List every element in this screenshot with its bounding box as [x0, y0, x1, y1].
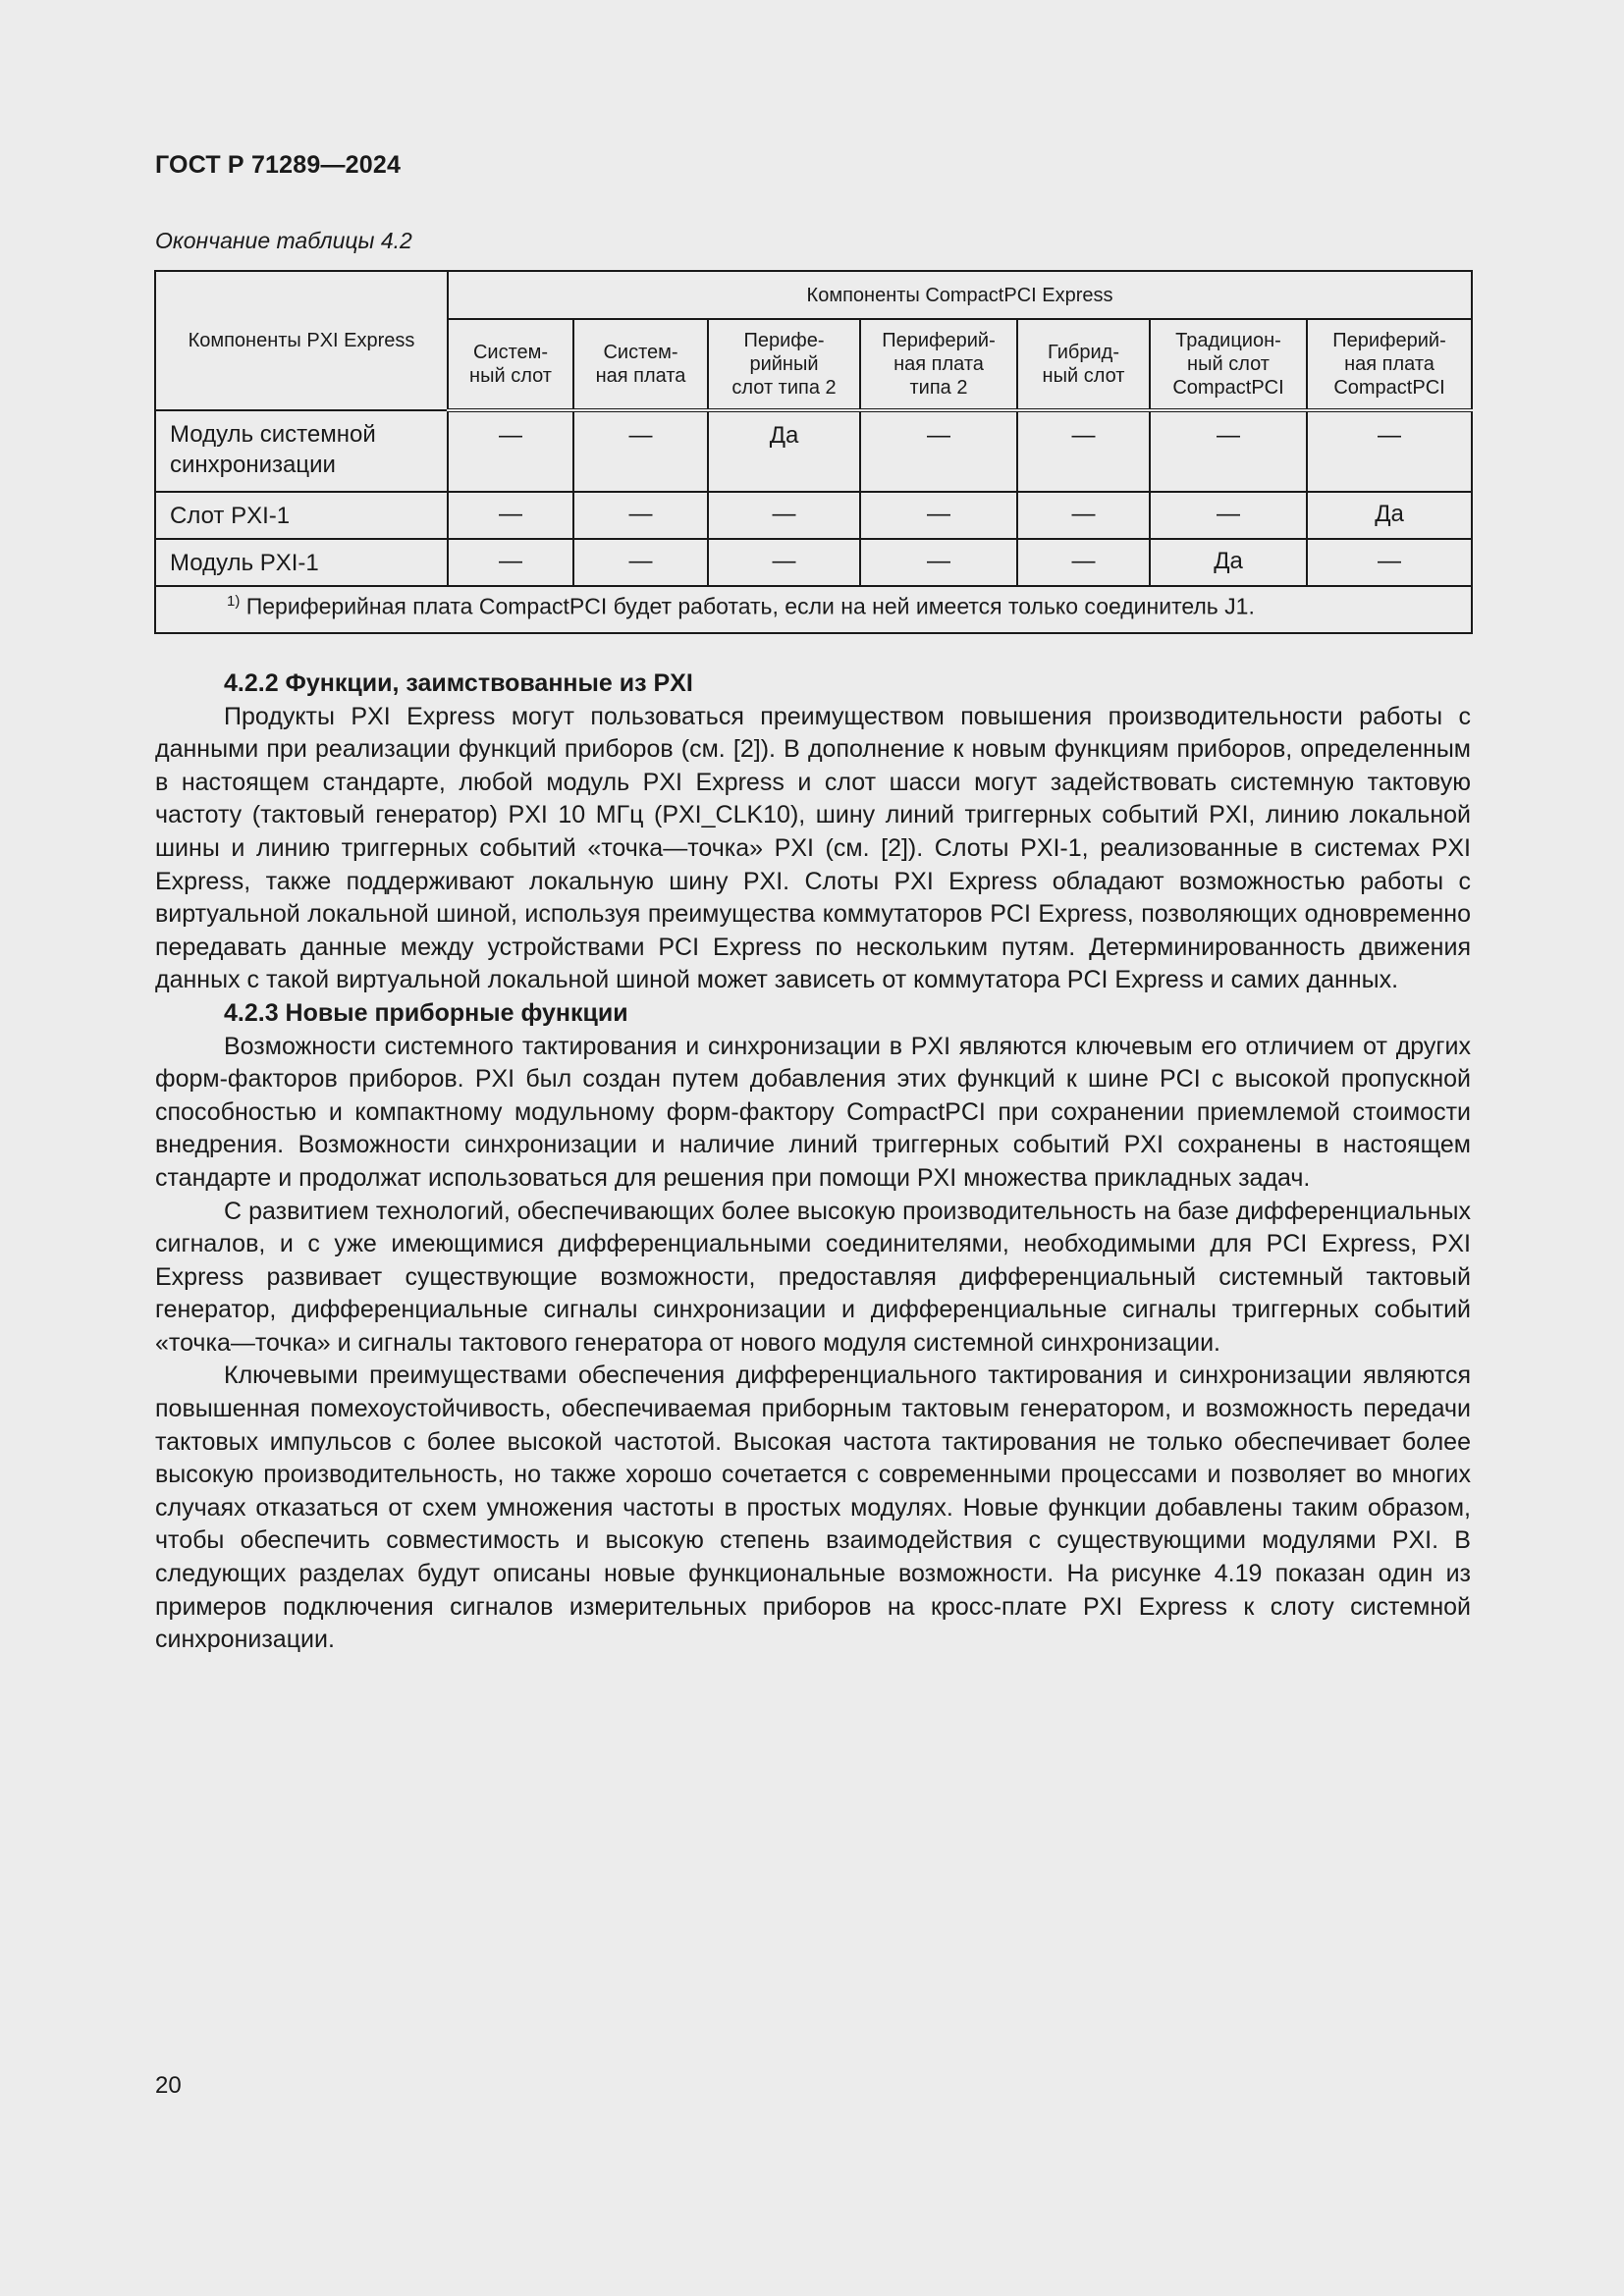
table-cell: —	[573, 539, 708, 586]
table-cell: —	[1307, 410, 1472, 492]
footnote-mark: 1)	[227, 593, 241, 610]
table-cell: Да	[1150, 539, 1307, 586]
row-label: Модуль системной синхронизации	[155, 410, 448, 492]
table-cell: —	[573, 492, 708, 539]
table-cell: —	[860, 539, 1017, 586]
table-cell: —	[708, 539, 860, 586]
column-header: Периферий- ная плата CompactPCI	[1307, 319, 1472, 410]
column-header: Гибрид- ный слот	[1017, 319, 1150, 410]
compatibility-table	[154, 270, 1473, 634]
table-caption: Окончание таблицы 4.2	[155, 228, 412, 253]
table-cell: —	[573, 410, 708, 492]
column-header: Систем- ная плата	[573, 319, 708, 410]
table-cell: —	[1017, 410, 1150, 492]
table-cell: —	[448, 539, 573, 586]
paragraph: Возможности системного тактирования и синхронизации в PXI являются ключевым его отличием от других форм-факторов приборов. PXI был создан путем добавления этих функций к шине PCI с высокой пропускной способностью и компактному модульному форм-фактору CompactPCI при сохранении приемлемой стоимости внедрения. Возможности синхронизации и наличие линий триггерных событий PXI сохранены в настоящем стандарте и продолжат использоваться для решения при помощи PXI множества прикладных задач.	[155, 1032, 1471, 1192]
table-footnote	[155, 586, 1472, 633]
table-cell: —	[1017, 539, 1150, 586]
table-row	[155, 410, 1472, 492]
column-header: Перифе- рийный слот типа 2	[708, 319, 860, 410]
table-cell: —	[860, 410, 1017, 492]
table-cell: Да	[1307, 492, 1472, 539]
section-heading-4-2-2: 4.2.2 Функции, заимствованные из PXI	[224, 669, 693, 697]
table-cell: Да	[708, 410, 860, 492]
table-row	[155, 492, 1472, 539]
body-text	[155, 667, 1471, 1657]
document-designation: ГОСТ Р 71289—2024	[155, 151, 402, 179]
table-cell: —	[708, 492, 860, 539]
paragraph: Продукты PXI Express могут пользоваться преимуществом повышения производительности работы с данными при реализации функций приборов (см. [2]). В дополнение к новым функциям приборов, определенным в настоящем стандарте, любой модуль PXI Express и слот шасси могут задействовать системную тактовую частоту (тактовый генератор) PXI 10 МГц (PXI_CLK10), шину линий триггерных событий PXI, линию локальной шины и линию триггерных событий «точка—точка» PXI (см. [2]). Слоты PXI-1, реализованные в системах PXI Express, также поддерживают локальную шину PXI. Слоты PXI Express обладают возможностью работы с виртуальной локальной шиной, используя преимущества коммутаторов PCI Express, позволяющих одновременно передавать данные между устройствами PCI Express по нескольким путям. Детерминированность движения данных с такой виртуальной локальной шиной может зависеть от коммутатора PCI Express и самих данных.	[155, 702, 1471, 994]
paragraph: Ключевыми преимуществами обеспечения дифференциального тактирования и синхронизации являются повышенная помехоустойчивость, обеспечиваемая приборным тактовым генератором, и возможность передачи тактовых импульсов с более высокой частотой. Высокая частота тактирования не только обеспечивает более высокую производительность, но также хорошо сочетается с современными процессами и позволяет во многих случаях отказаться от схем умножения частоты в простых модулях. Новые функции добавлены таким образом, чтобы обеспечить совместимость и высокую степень взаимодействия с существующими модулями PXI. В следующих разделах будут описаны новые функциональные возможности. На рисунке 4.19 показан один из примеров подключения сигналов измерительных приборов на кросс-плате PXI Express к слоту системной синхронизации.	[155, 1362, 1471, 1654]
page-number: 20	[155, 2072, 182, 2099]
table-cell: —	[860, 492, 1017, 539]
paragraph: С развитием технологий, обеспечивающих более высокую производительность на базе дифференциальных сигналов, и с уже имеющимися дифференциальными соединителями, необходимыми для PCI Express, PXI Express развивает существующие возможности, предоставляя дифференциальный системный тактовый генератор, дифференциальные сигналы синхронизации и дифференциальные сигналы триггерных событий «точка—точка» и сигналы тактового генератора от нового модуля системной синхронизации.	[155, 1197, 1471, 1357]
table-cell: —	[448, 410, 573, 492]
footnote-text: Периферийная плата CompactPCI будет работать, если на ней имеется только соединитель J1.	[240, 593, 1255, 619]
column-header: Традицион- ный слот CompactPCI	[1150, 319, 1307, 410]
table-cell: —	[1307, 539, 1472, 586]
row-label: Модуль PXI-1	[155, 539, 448, 586]
column-header: Систем- ный слот	[448, 319, 573, 410]
section-heading-4-2-3: 4.2.3 Новые приборные функции	[224, 998, 628, 1027]
column-header: Периферий- ная плата типа 2	[860, 319, 1017, 410]
row-header-pxi-components: Компоненты PXI Express	[155, 271, 448, 410]
group-header-compactpci: Компоненты CompactPCI Express	[448, 271, 1472, 319]
table-cell: —	[1150, 492, 1307, 539]
table-row	[155, 539, 1472, 586]
row-label: Слот PXI-1	[155, 492, 448, 539]
table-cell: —	[448, 492, 573, 539]
table-cell: —	[1150, 410, 1307, 492]
table-cell: —	[1017, 492, 1150, 539]
